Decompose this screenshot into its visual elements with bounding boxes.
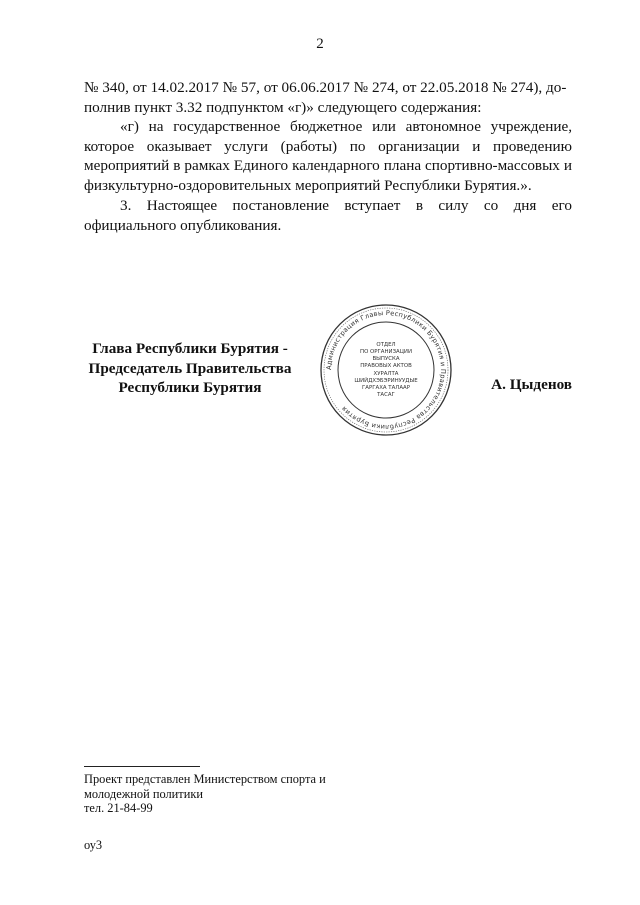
paragraph-effective-date: 3. Настоящее постановление вступает в силу со дня его официального опубликования.	[84, 197, 572, 234]
signer-title-line-1: Глава Республики Бурятия -	[92, 340, 288, 357]
stamp-center-line: ПРАВОВЫХ АКТОВ	[360, 363, 412, 369]
footnote-line-2: молодежной политики	[84, 786, 203, 801]
paragraph-subclause-g: «г) на государственное бюджетное или автономное учреждение, которое оказывает услуги (работы) по организации и проведению мероприятий в рамках Единого календарного плана спортивно-массовых и физкультурно-оздоровительных мероприятий Республики Бурятия.».	[84, 118, 572, 194]
signer-title	[84, 339, 296, 398]
paragraph-amendment-line-2: полнив пункт 3.32 подпунктом «г)» следующего содержания:	[84, 98, 482, 116]
paragraph-amendment-intro	[84, 78, 572, 117]
footnote	[84, 772, 326, 816]
footnote-line-1: Проект представлен Министерством спорта и	[84, 772, 326, 786]
body-text-top	[84, 78, 572, 195]
stamp-center-line: ВЫПУСКА	[372, 356, 400, 362]
stamp-center-line: ШИЙДХЭБЭРИНУУДЫЕ	[354, 378, 418, 384]
footnote-divider	[84, 766, 200, 767]
signer-title-line-3: Республики Бурятия	[118, 379, 262, 396]
signer-title-line-2: Председатель Правительства	[88, 359, 292, 377]
body-text-bottom	[84, 196, 572, 235]
stamp-center-line: ГАРГАХА ТАЛААР	[362, 385, 410, 391]
stamp-center-line: ТАСАГ	[377, 392, 395, 398]
stamp-center-line: ХУРАЛТА	[373, 371, 399, 377]
signer-name: А. Цыденов	[491, 376, 572, 393]
document-code: оу3	[84, 838, 103, 852]
stamp-ring-text: Администрация Главы Республики Бурятия и Правительства Республики Бурятия	[324, 308, 448, 432]
official-seal-stamp	[318, 302, 454, 438]
stamp-center-line: ПО ОРГАНИЗАЦИИ	[360, 349, 412, 355]
svg-text:Администрация Главы Республики	[325, 309, 447, 431]
footnote-line-3: тел. 21-84-99	[84, 801, 153, 815]
paragraph-amendment-line-1: № 340, от 14.02.2017 № 57, от 06.06.2017 № 274, от 22.05.2018 № 274), до-	[84, 79, 567, 96]
stamp-center-line: ОТДЕЛ	[376, 342, 396, 348]
page-number: 2	[316, 36, 324, 52]
